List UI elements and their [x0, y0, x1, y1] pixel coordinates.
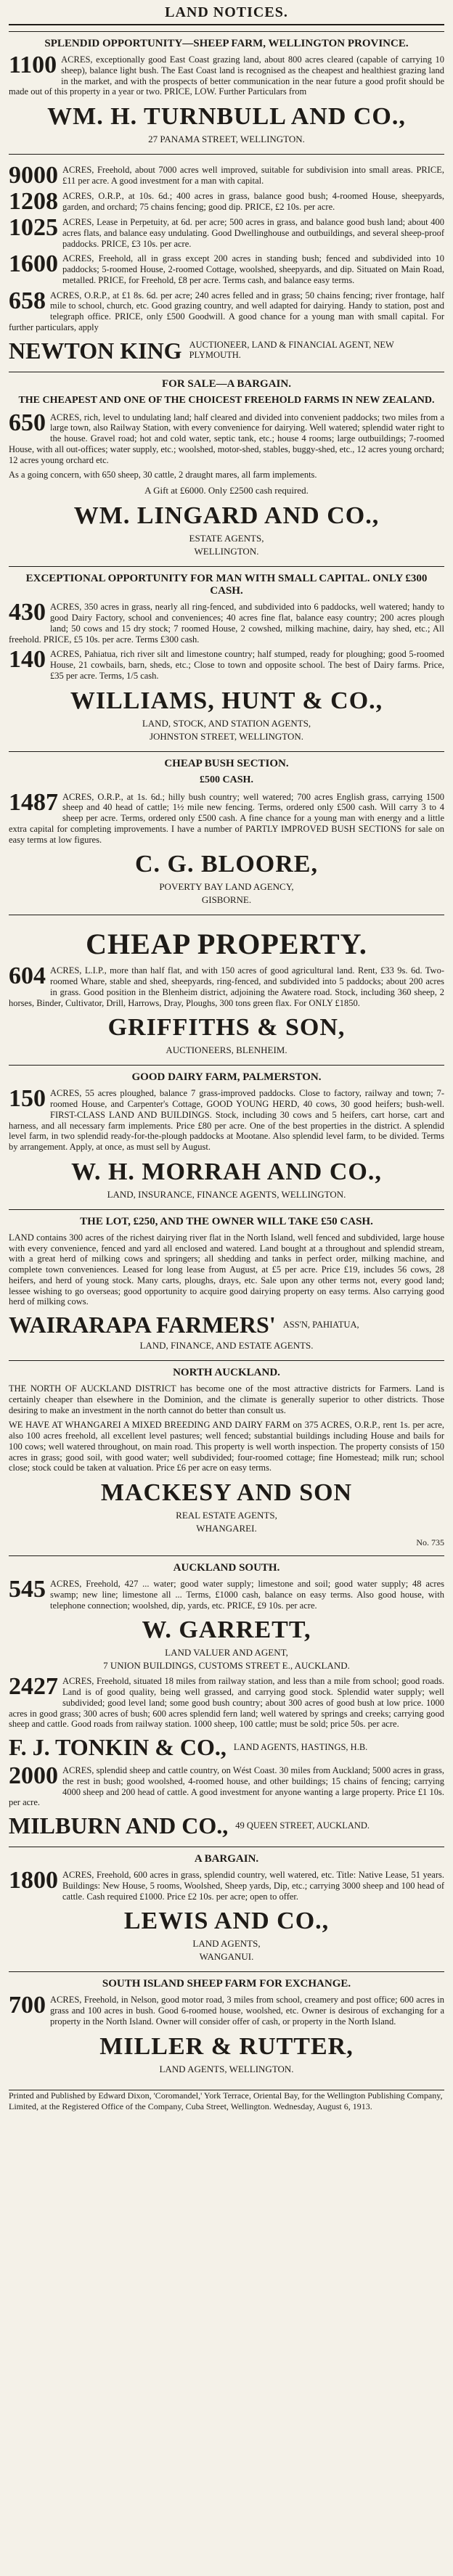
ad-griffiths-son [9, 915, 444, 1065]
ad-headline: A BARGAIN. [194, 1853, 259, 1865]
agent-subtitle: POVERTY BAY LAND AGENCY, [159, 881, 294, 893]
acreage-number: 9000 [9, 162, 58, 189]
ad-headline: SOUTH ISLAND SHEEP FARM FOR EXCHANGE. [102, 1978, 351, 1990]
listing-text: ACRES, L.I.P., more than half flat, and with 150 acres of good agricultural land. Rent, £33 9s. 6d. Two-roomed Whare, stable and shed, sheepyards, ring-fenced, and subdivided into 5 paddocks; about 200 acres in grass. Good position in the Blenheim district, adjoining the Awatere road. Stock, including 360 sheep, 2 horses, Binder, Cultivator, Drill, Harrows, Dray, Ploughs, 300 tons green flax. For ONLY £1850. [9, 965, 444, 1008]
listing-text: ACRES, 350 acres in grass, nearly all ring-fenced, and subdivided into 6 paddocks, well watered; handy to good Dairy Factory, school and conveniences; 40 acres fine flat, balance easy country; 200 acres plough land; 50 cows and 15 dry stock; 7 roomed House, 2 cowshed, milking machine, dairy, hay shed, etc.; All freehold. PRICE, £5 10s. per acre. Terms £300 cash. [9, 602, 444, 645]
agent-city: WANGANUI. [199, 1951, 254, 1963]
listing-text: ACRES, Freehold, 427 ... water; good water supply; limestone and soil; good water supply; 48 acres swamp; new line; limestone all ... Terms, £1000 cash, balance on easy terms. Also good house, with telephone connection; woolshed, dip, yards, etc. PRICE, £9 10s. per acre. [50, 1579, 444, 1611]
agent-subtitle: ESTATE AGENTS, [189, 533, 264, 544]
ad-headline: SPLENDID OPPORTUNITY—SHEEP FARM, WELLINGTON PROVINCE. [44, 38, 409, 49]
price-note: A Gift at £6000. Only £2500 cash required. [144, 485, 309, 496]
listing-text: ACRES, Freehold, all in grass except 200 acres in standing bush; fenced and subdivided into 10 paddocks; 5-roomed House, 2-roomed Cottage, woolshed, sheepyards, and dip. Situated on Main Road, metalled. PRICE, for Freehold, £8 per acre. Terms cash, and balance easy terms. [62, 253, 444, 285]
agent-subtitle: AUCTIONEERS, BLENHEIM. [166, 1044, 287, 1056]
acreage-number: 150 [9, 1085, 46, 1113]
agent-name: WAIRARAPA FARMERS' [9, 1312, 276, 1338]
listing-text: ACRES, Freehold, about 7000 acres well improved, suitable for subdivision into small areas. PRICE, £11 per acre. A good investment for a man with capital. [62, 165, 444, 186]
newspaper-page [9, 0, 444, 2576]
agent-subtitle: LAND AGENTS, [192, 1938, 261, 1950]
ad-wm-lingard [9, 372, 444, 567]
ad-headline: CHEAP BUSH SECTION. [164, 757, 289, 769]
listing-text: ACRES, Freehold, situated 18 miles from railway station, and less than a mile from school; good roads. Land is of good quality, being well grassed, and carrying good stock. Splendid water supply; well subdivided; good level land; some good bush country; about 300 acres of good bush at low price. 1000 acres in good grass; 300 acres of bush; 600 acres splendid fern land; well watered by springs and creeks; carrying good sheep and cattle. Good roads from railway station. 1000 sheep, 100 cattle; must be sold; price 50s. per acre. [9, 1676, 444, 1730]
listing [9, 788, 444, 846]
agent-name: LEWIS AND CO., [123, 1908, 330, 1935]
agent-subtitle: LAND AGENTS, HASTINGS, H.B. [233, 1741, 368, 1752]
ad-reference: No. 735 [416, 1537, 444, 1547]
agent-subtitle: 49 QUEEN STREET, AUCKLAND. [235, 1820, 370, 1831]
listing [9, 962, 444, 1008]
listing [9, 1762, 444, 1808]
ad-newton-king [9, 154, 444, 372]
listing-text: ACRES, O.R.P., at £1 8s. 6d. per acre; 240 acres felled and in grass; 50 chains fencing; river frontage, half mile to school, church, etc. Good grazing country, and well adapted for dairying. Handy to station, post and telegraph office. PRICE, only £500 Goodwill. A good chance for a young man with small capital. For further particulars, apply [9, 290, 444, 332]
agent-name: C. G. BLOORE, [135, 851, 318, 878]
page-title: LAND NOTICES. [9, 4, 444, 25]
ad-headline: FOR SALE—A BARGAIN. [162, 377, 291, 390]
acreage-number: 1025 [9, 214, 58, 241]
listing [9, 1085, 444, 1153]
ad-headline: NORTH AUCKLAND. [173, 1367, 280, 1378]
listing [9, 646, 444, 681]
listing-text: ACRES, 55 acres ploughed, balance 7 grass-improved paddocks. Close to factory, railway and town; 7-roomed House, and Carpenter's Cottage, GOOD YOUNG HERD, 40 cows, 30 good heifers; bush-well. FIRST-CLASS LAND AND BUILDINGS. Stock, including 30 cows and 5 heifers, cart horse, cart and harness, and all necessary farm implements. Price £80 per acre. One of the best properties in the district. A splendid level farm, in two splendid ready-for-the-plough paddocks at Mootane. Also splendid level farm, to be divided. Terms by arrangement. Apply, at once, as must sell by August. [9, 1088, 444, 1152]
acreage-number: 1100 [9, 52, 57, 78]
agent-name: NEWTON KING [9, 337, 182, 364]
agent-subtitle: LAND, STOCK, AND STATION AGENTS, [142, 717, 311, 729]
agent-city: GISBORNE. [201, 894, 252, 906]
agent-subtitle: REAL ESTATE AGENTS, [176, 1510, 277, 1521]
agent-name: F. J. TONKIN & CO., [9, 1734, 226, 1760]
agent-subtitle: AUCTIONEER, LAND & FINANCIAL AGENT, NEW PLYMOUTH. [189, 340, 394, 360]
agent-name: MACKESY AND SON [100, 1479, 353, 1506]
agent-name: GRIFFITHS & SON, [107, 1014, 346, 1042]
agent-name: WM. LINGARD AND CO., [73, 502, 380, 530]
imprint-footer: Printed and Published by Edward Dixon, 'Coromandel,' York Terrace, Oriental Bay, for the Wellington Publishing Company, Limited, at the Registered Office of the Company, Cuba Street, Wellington. Wednesday, August 6, 1913. [9, 2090, 443, 2111]
listing-text: ACRES, O.R.P., at 10s. 6d.; 400 acres in grass, balance good bush; 4-roomed House, sheepyards, garden, and orchard; 75 chains fencing; good dip. PRICE, £2 10s. per acre. [62, 191, 444, 212]
agent-city: WELLINGTON. [194, 546, 259, 557]
listing [9, 250, 444, 285]
agent-name: W. GARRETT, [142, 1616, 311, 1644]
agent-subtitle: LAND, INSURANCE, FINANCE AGENTS, WELLINGTON. [107, 1188, 346, 1200]
listing [9, 214, 444, 249]
listing [9, 1992, 444, 2027]
acreage-number: 650 [9, 409, 46, 436]
agent-subtitle: LAND AGENTS, WELLINGTON. [159, 2063, 294, 2074]
listing [9, 188, 444, 215]
acreage-number: 1487 [9, 788, 58, 816]
ad-mackesy-and-son [9, 1360, 444, 1555]
ad-c-g-bloore [9, 751, 444, 915]
listing-text: ACRES, rich, level to undulating land; half cleared and divided into convenient paddocks; two miles from a large town, also Railway Station, with every convenience for dairying. Well watered; splendid water right to the house. Gravel road; hot and cold water, septic tank, etc.; house 4 rooms; large outbuildings; 7-roomed House, with all out-offices; water supply, etc.; woolshed, motor-shed, stables, buggy-shed, etc., 12 acres young orchard; 12 acres young orchard etc. [9, 412, 444, 465]
listing [9, 54, 444, 97]
ad-wairarapa-farmers [9, 1209, 444, 1360]
ad-williams-hunt [9, 566, 444, 751]
ad-lewis-and-co [9, 1847, 444, 1971]
listing [9, 1867, 444, 1902]
agent-city: JOHNSTON STREET, WELLINGTON. [149, 730, 304, 742]
agent-name: MILBURN AND CO., [9, 1812, 229, 1839]
listing [9, 409, 444, 466]
acreage-number: 1800 [9, 1867, 58, 1894]
acreage-number: 545 [9, 1576, 46, 1603]
listing-text: ACRES, Lease in Perpetuity, at 6d. per acre; 500 acres in grass, and balance good bush land; about 400 acres flats, and balance easy undulating. Good Dwellinghouse and outbuildings, and several sheep-proof paddocks. PRICE, £3 10s. per acre. [62, 217, 444, 249]
listing [9, 287, 444, 333]
agent-city: 7 UNION BUILDINGS, CUSTOMS STREET E., AUCKLAND. [103, 1660, 350, 1672]
ad-subheadline: THE CHEAPEST AND ONE OF THE CHOICEST FREEHOLD FARMS IN NEW ZEALAND. [18, 394, 435, 406]
acreage-number: 1600 [9, 250, 58, 278]
listing-text: ACRES, Freehold, in Nelson, good motor road, 3 miles from school, creamery and post office; 600 acres in grass and 100 acres in bush. Good 6-roomed house, woolshed, etc. Owner is desirous of exchanging for a property in the North Island. Owner will consider offer of cash, or property in the North Island. [50, 1995, 444, 2027]
listing-text: ACRES, splendid sheep and cattle country, on Wést Coast. 30 miles from Auckland; 5000 acres in grass, the rest in bush; good woolshed, 4-roomed house, and other buildings; 15 chains of fencing; carrying 4000 sheep and 200 head of cattle. A good investment for anyone wanting a large property. Price £1 10s. per acre. [9, 1765, 444, 1808]
agent-address: 27 PANAMA STREET, WELLINGTON. [148, 134, 305, 144]
listing [9, 1576, 444, 1611]
ad-headline: AUCKLAND SOUTH. [173, 1562, 280, 1574]
acreage-number: 430 [9, 599, 46, 626]
ad-headline: GOOD DAIRY FARM, PALMERSTON. [131, 1071, 322, 1084]
listing [9, 1673, 444, 1730]
listing-text: THE NORTH OF AUCKLAND DISTRICT has become one of the most attractive districts for Farmers. Land is certainly cheaper than elsewhere in the Dominion, and the climate is generally superior to other districts. Those desiring to make an investment in the north cannot do better than consult us. [9, 1383, 444, 1415]
acreage-number: 2000 [9, 1762, 58, 1789]
listing-text: ACRES, exceptionally good East Coast grazing land, about 800 acres cleared (capable of carrying 10 sheep), balance light bush. The East Coast land is recognised as the cheapest and healthiest grazing land in the market, and with the prospects of better communication in the near future a good profit should be made out of this property in a year or two. PRICE, LOW. Further Particulars from [9, 54, 444, 97]
agent-name: WM. H. TURNBULL AND CO., [47, 103, 406, 130]
listing-text: ACRES, O.R.P., at 1s. 6d.; hilly bush country; well watered; 700 acres English grass, carrying 1500 sheep and 40 head of cattle; 1½ mile new fencing. Terms, ordered only £500 cash. Will carry 3 to 4 sheep per acre. Terms, ordered only £500 cash. A fine chance for a young man with energy and a little extra capital for completing improvements. I have a number of PARTLY IMPROVED BUSH SECTIONS for sale on easy terms at low figures. [9, 791, 444, 845]
agent-name: MILLER & RUTTER, [99, 2032, 354, 2060]
acreage-number: 658 [9, 287, 46, 314]
acreage-number: 604 [9, 962, 46, 990]
listing-text: LAND contains 300 acres of the richest dairying river flat in the North Island, well fenced and subdivided, large house with every convenience, fenced and yard all enclosed and watered. Land bought at a throughout and splendid stream, with a great herd of milking cows and springers; all shedding and tanks in perfect order, milking machine, and complete town conveniences. Leased for long lease from August, at £5 per acre. Price £19, includes 56 cows, 28 heifers, and herd of young stock. Many carts, ploughs, drays, etc. Sale upon any other terms not, every good land; lessee wishing to go overseas; good opportunity to acquire good dairying property on easy terms. Also carrying good herd of milking cows. [9, 1232, 444, 1307]
ad-auckland-south [9, 1555, 444, 1847]
listing-text: WE HAVE AT WHANGAREI A MIXED BREEDING AND DAIRY FARM on 375 ACRES, O.R.P., rent 1s. per acre, also 100 acres freehold, all excellent level pastures; well fenced; substantial buildings including House and bails for 100 cows; well watered throughout, on main road. This property is well worth inspection. The property consists of 150 acres in grass; good soil, with good water; well subdivided; four-roomed cottage; fine Homestead; milk run; school close; stock could be taken at valuation. Price £6 per acre on easy terms. [9, 1420, 444, 1473]
ad-subheadline: £500 CASH. [200, 774, 253, 785]
agent-block [9, 1312, 444, 1338]
agent-name: WILLIAMS, HUNT & CO., [70, 687, 383, 714]
ad-miller-rutter [9, 1971, 444, 2083]
listing [9, 599, 444, 645]
ad-headline: CHEAP PROPERTY. [86, 928, 367, 961]
acreage-number: 140 [9, 646, 46, 674]
ad-headline: THE LOT, £250, AND THE OWNER WILL TAKE £50 CASH. [80, 1215, 373, 1227]
agent-city: WHANGAREI. [196, 1523, 257, 1534]
acreage-number: 1208 [9, 188, 58, 215]
acreage-number: 2427 [9, 1673, 58, 1701]
listing-note: As a going concern, with 650 sheep, 30 cattle, 2 draught mares, all farm implements. [9, 470, 317, 481]
ad-w-h-morrah [9, 1065, 444, 1209]
listing-text: ACRES, Pahiatua, rich river silt and limestone country; half stumped, ready for ploughing; good 5-roomed House, 21 cowbails, barn, sheds, etc.; Close to town and opposite school. The best of Dairy farms. Price, £35 per acre. Terms, 1/5 cash. [50, 649, 444, 681]
agent-subtitle: LAND VALUER AND AGENT, [165, 1647, 288, 1659]
listing-text: ACRES, Freehold, 600 acres in grass, splendid country, well watered, etc. Title: Native Lease, 51 years. Buildings: New House, 5 rooms, Woolshed, Sheep yards, Dip, etc.; carrying 3000 sheep and 100 head of cattle. Cash required £1000. Price £2 10s. per acre; open to offer. [62, 1870, 444, 1902]
agent-name: W. H. MORRAH AND CO., [71, 1158, 382, 1185]
agent-block [9, 1812, 444, 1839]
ad-splendid-sheep-farm [9, 31, 444, 154]
agent-association: ASS'N, PAHIATUA, [282, 1319, 359, 1330]
acreage-number: 700 [9, 1992, 46, 2019]
agent-subtitle: LAND, FINANCE, AND ESTATE AGENTS. [139, 1340, 314, 1351]
agent-block [9, 338, 444, 364]
agent-block [9, 1734, 444, 1761]
ad-headline: EXCEPTIONAL OPPORTUNITY FOR MAN WITH SMALL CAPITAL. ONLY £300 CASH. [25, 573, 428, 597]
listing [9, 162, 444, 189]
